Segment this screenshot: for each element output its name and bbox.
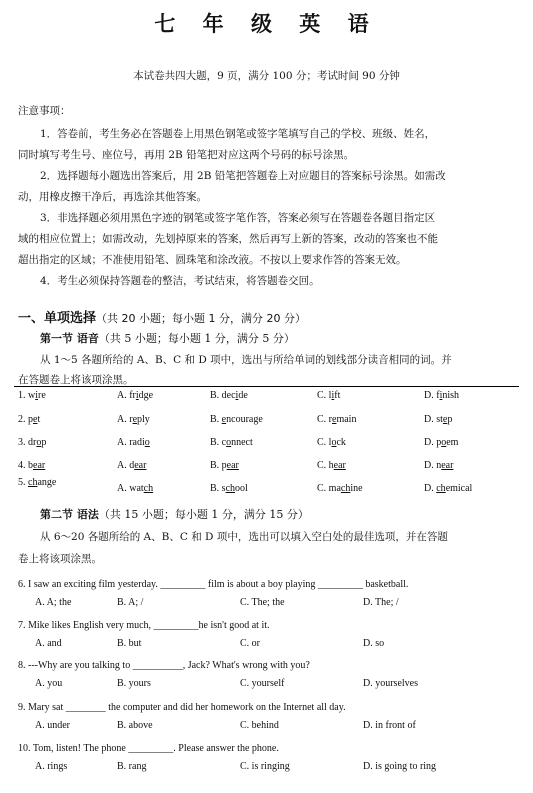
phonetics-option: C. lift bbox=[317, 390, 341, 401]
question-option: B. rang bbox=[117, 761, 147, 772]
question-option: D. so bbox=[363, 638, 385, 649]
phonetics-option: C. remain bbox=[317, 414, 357, 425]
part-two-detail: （共 15 小题；每小题 1 分，满分 15 分） bbox=[98, 508, 309, 521]
question-option: D. in front of bbox=[363, 720, 416, 731]
phonetics-option: A. reply bbox=[117, 414, 150, 425]
question-stem: 9. Mary sat ________ the computer and did her homework on the Internet all day. bbox=[18, 702, 346, 713]
question-option: C. or bbox=[240, 638, 260, 649]
question-option: D. The; / bbox=[363, 597, 399, 608]
phonetics-option: A. radio bbox=[117, 437, 150, 448]
phonetics-word: 4. bear bbox=[18, 460, 46, 471]
question-option: D. is going to ring bbox=[363, 761, 437, 772]
notes-heading: 注意事项： bbox=[18, 105, 71, 117]
divider bbox=[14, 386, 519, 387]
part-two-title: 第二节 语法 bbox=[40, 508, 99, 521]
phonetics-option: B. connect bbox=[210, 437, 253, 448]
part-one-instruction: 在答题卷上将该项涂黑。 bbox=[18, 374, 134, 386]
part-one-detail: （共 5 小题；每小题 1 分，满分 5 分） bbox=[98, 332, 295, 345]
part-one-instruction: 从 1～5 各题所给的 A、B、C 和 D 项中，选出与所给单词的划线部分读音相同的词。并 bbox=[40, 354, 452, 366]
phonetics-option: B. decide bbox=[210, 390, 248, 401]
part-two-heading bbox=[40, 506, 309, 522]
phonetics-word: 1. wire bbox=[18, 390, 46, 401]
question-stem: 8. ---Why are you talking to __________, Jack? What's wrong with you? bbox=[18, 660, 310, 671]
phonetics-option: D. chemical bbox=[424, 483, 473, 494]
question-stem: 6. I saw an exciting film yesterday. _________ film is about a boy playing _________ basketball. bbox=[18, 579, 409, 590]
question-option: C. is ringing bbox=[240, 761, 290, 772]
phonetics-option: B. pear bbox=[210, 460, 239, 471]
phonetics-option: D. finish bbox=[424, 390, 460, 401]
question-option: C. yourself bbox=[240, 678, 285, 689]
phonetics-option: B. school bbox=[210, 483, 248, 494]
section-one-title: 一、单项选择 bbox=[18, 311, 97, 326]
question-option: A. and bbox=[35, 638, 62, 649]
phonetics-option: A. dear bbox=[117, 460, 147, 471]
question-option: B. yours bbox=[117, 678, 151, 689]
part-two-instruction: 从 6～20 各题所给的 A、B、C 和 D 项中，选出可以填入空白处的最佳选项，并在答题 bbox=[40, 531, 448, 543]
phonetics-option: B. encourage bbox=[210, 414, 263, 425]
part-one-heading bbox=[40, 330, 295, 346]
question-option: A. you bbox=[35, 678, 63, 689]
phonetics-option: A. fridge bbox=[117, 390, 154, 401]
question-stem: 10. Tom, listen! The phone _________. Please answer the phone. bbox=[18, 743, 279, 754]
section-one-detail: （共 20 小题；每小题 1 分，满分 20 分） bbox=[96, 312, 306, 325]
question-option: D. yourselves bbox=[363, 678, 418, 689]
phonetics-word: 3. drop bbox=[18, 437, 47, 448]
phonetics-word: 2. pet bbox=[18, 414, 41, 425]
question-option: A. under bbox=[35, 720, 70, 731]
note-line: 动，用橡皮擦干净后，再选涂其他答案。 bbox=[18, 191, 207, 203]
page-title: 七 年 级 英 语 bbox=[154, 12, 379, 36]
phonetics-option: D. near bbox=[424, 460, 454, 471]
part-one-title: 第一节 语音 bbox=[40, 332, 99, 345]
note-line: 同时填写考生号、座位号，再用 2B 铅笔把对应这两个号码的标号涂黑。 bbox=[18, 149, 355, 161]
question-option: B. but bbox=[117, 638, 142, 649]
question-option: A. rings bbox=[35, 761, 68, 772]
note-line: 超出指定的区域；不准使用铅笔、圆珠笔和涂改液。不按以上要求作答的答案无效。 bbox=[18, 254, 407, 266]
note-line: 3．非选择题必须用黑色字迹的钢笔或签字笔作答，答案必须写在答题卷各题目指定区 bbox=[40, 212, 436, 224]
question-option: B. A; / bbox=[117, 597, 144, 608]
exam-info: 本试卷共四大题，9 页，满分 100 分；考试时间 90 分钟 bbox=[133, 70, 400, 82]
note-line: 1．答卷前，考生务必在答题卷上用黑色钢笔或签字笔填写自己的学校、班级、姓名， bbox=[40, 128, 436, 140]
question-option: C. behind bbox=[240, 720, 279, 731]
phonetics-word: 5. change bbox=[18, 477, 57, 488]
phonetics-option: C. machine bbox=[317, 483, 363, 494]
section-one-heading bbox=[18, 307, 306, 326]
note-line: 域的相应位置上；如需改动，先划掉原来的答案，然后再写上新的答案，改动的答案也不能 bbox=[18, 233, 438, 245]
question-option: B. above bbox=[117, 720, 153, 731]
question-stem: 7. Mike likes English very much, _________he isn't good at it. bbox=[18, 620, 270, 631]
phonetics-option: C. lock bbox=[317, 437, 346, 448]
note-line: 4．考生必须保持答题卷的整洁，考试结束，将答题卷交回。 bbox=[40, 275, 320, 287]
question-option: C. The; the bbox=[240, 597, 285, 608]
note-line: 2．选择题每小题选出答案后，用 2B 铅笔把答题卷上对应题目的答案标号涂黑。如需改 bbox=[40, 170, 446, 182]
phonetics-option: A. watch bbox=[117, 483, 154, 494]
phonetics-option: D. poem bbox=[424, 437, 459, 448]
phonetics-option: C. hear bbox=[317, 460, 346, 471]
question-option: A. A; the bbox=[35, 597, 72, 608]
phonetics-option: D. step bbox=[424, 414, 453, 425]
part-two-instruction: 卷上将该项涂黑。 bbox=[18, 553, 102, 565]
